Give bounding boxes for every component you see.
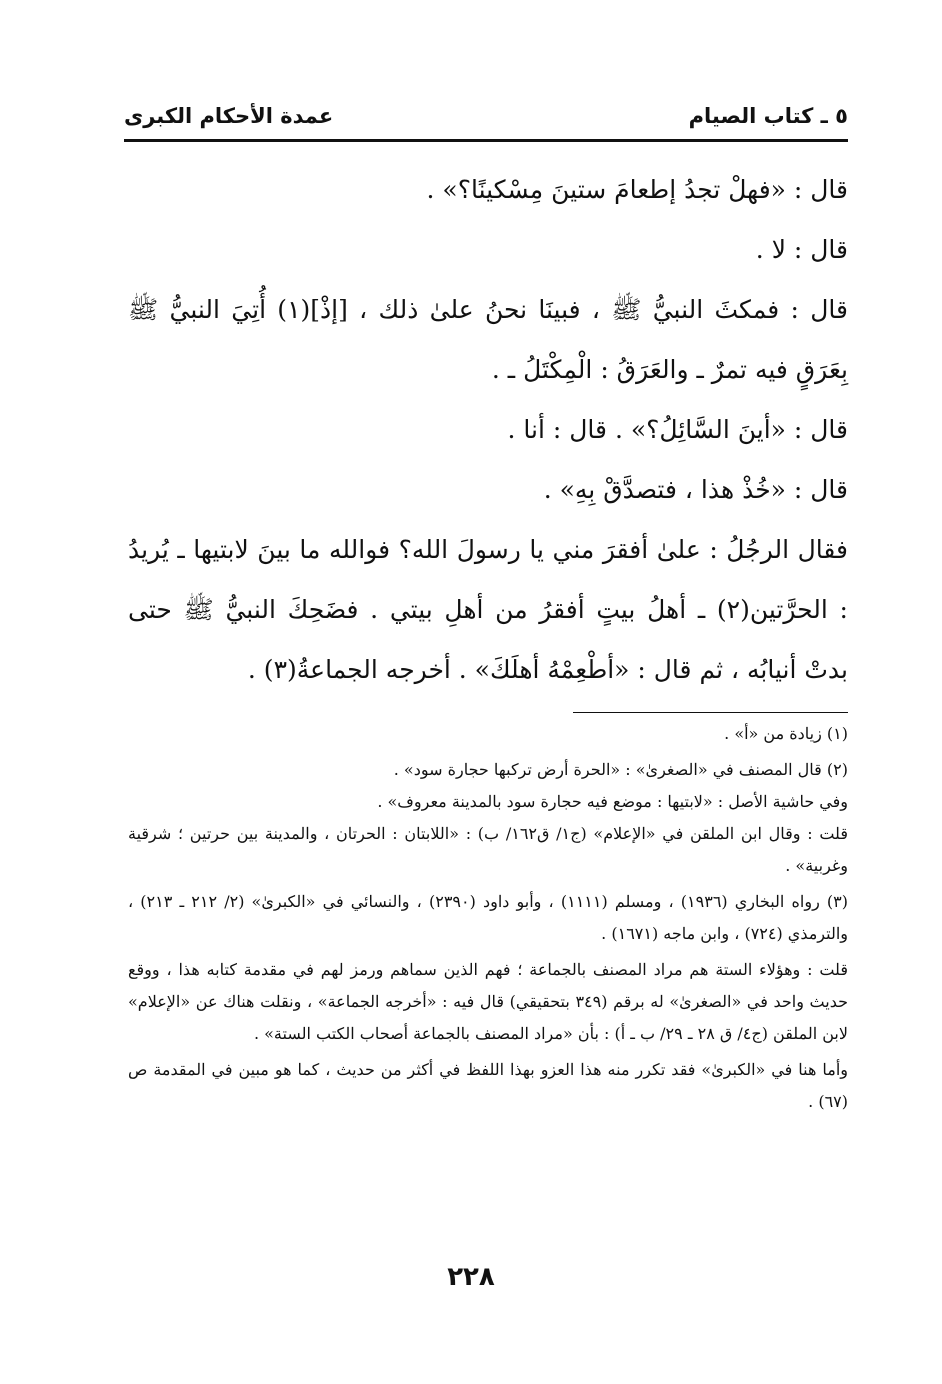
footnote: (١) زيادة من «أ» . bbox=[724, 724, 848, 743]
footnote: قلت : وقال ابن الملقن في «الإعلام» (ج١/ ق١٦٢/ ب) : «اللابتان : الحرتان ، والمدينة بين حرتين ؛ شرقية وغربية» . bbox=[128, 824, 849, 875]
footnote: (٣) رواه البخاري (١٩٣٦) ، ومسلم (١١١١) ، وأبو داود (٢٣٩٠) ، والنسائي في «الكبرىٰ» (٢/ ٢١٢ ـ ٢١٣) ، والترمذي (٧٢٤) ، وابن ماجه (١٦٧١) . bbox=[128, 892, 849, 943]
body-paragraph: قال : فمكثَ النبيُّ ﷺ ، فبينَا نحنُ علىٰ ذلك ، [إذْ](١) أُتِيَ النبيُّ ﷺ بِعَرَقٍ فيه تمرٌ ـ والعَرَقُ : الْمِكْتَلُ ـ . bbox=[128, 295, 849, 384]
header-divider bbox=[124, 139, 848, 142]
main-text bbox=[128, 160, 848, 700]
footnote-divider bbox=[573, 712, 848, 713]
body-paragraph: فقال الرجُلُ : علىٰ أفقرَ مني يا رسولَ الله؟ فوالله ما بينَ لابتيها ـ يُريدُ : الحرَّتين(٢) ـ أهلُ بيتٍ أفقرُ من أهلِ بيتي . فضَحِكَ النبيُّ ﷺ حتى بدتْ أنيابُه ، ثم قال : «أطْعِمْهُ أهلَكَ» . أخرجه الجماعةُ(٣) . bbox=[128, 535, 848, 684]
running-header bbox=[124, 100, 848, 138]
footnote: وأما هنا في «الكبرىٰ» فقد تكرر منه هذا العزو بهذا اللفظ في أكثر من حديث ، كما هو مبين في المقدمة ص (٦٧) . bbox=[128, 1060, 849, 1111]
footnote: قلت : وهؤلاء الستة هم مراد المصنف بالجماعة ؛ فهم الذين سماهم ورمز لهم في مقدمة كتابه هذا ، ووقع حديث واحد في «الصغرىٰ» له برقم (٣٤٩ بتحقيقي) قال فيه : «أخرجه الجماعة» ، ونقلت هناك عن «الإعلام» لابن الملقن (ج٤/ ق ٢٨ ـ ٢٩/ ب ـ أ) : بأن «مراد المصنف بالجماعة أصحاب الكتب الستة» . bbox=[128, 960, 849, 1043]
book-title: عمدة الأحكام الكبرى bbox=[124, 104, 334, 128]
page-number: ٢٢٨ bbox=[447, 1262, 495, 1292]
footnotes bbox=[128, 718, 848, 1118]
footnote: وفي حاشية الأصل : «لابتيها : موضع فيه حجارة سود بالمدينة معروف» . bbox=[377, 792, 848, 811]
body-line: قال : «أينَ السَّائِلُ؟» . قال : أنا . bbox=[507, 415, 848, 444]
chapter-title: ٥ ـ كتاب الصيام bbox=[688, 104, 848, 128]
body-line: قال : «خُذْ هذا ، فتصدَّقْ بِهِ» . bbox=[543, 475, 848, 504]
body-line: قال : «فهلْ تجدُ إطعامَ ستينَ مِسْكينًا؟» . bbox=[426, 175, 848, 204]
footnote: (٢) قال المصنف في «الصغرىٰ» : «الحرة أرض تركبها حجارة سود» . bbox=[393, 760, 848, 779]
body-line: قال : لا . bbox=[755, 235, 848, 264]
